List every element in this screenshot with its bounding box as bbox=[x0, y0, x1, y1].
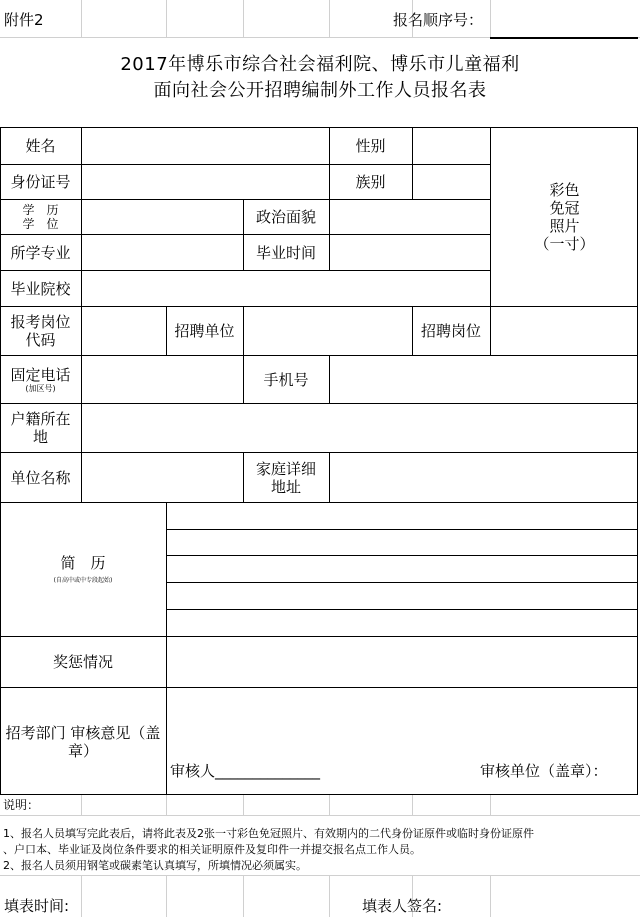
attachment-label: 附件2 bbox=[4, 11, 44, 29]
resume-row-5[interactable] bbox=[167, 610, 638, 636]
label-ethnicity: 族别 bbox=[355, 173, 386, 191]
notes-line-1: 1、报名人员填写完此表后，请将此表及2张一寸彩色免冠照片、有效期内的二代身份证原件或临时身份证原件 bbox=[3, 827, 534, 840]
label-landline-2: (加区号) bbox=[25, 383, 56, 393]
hiring-position-field[interactable] bbox=[491, 307, 638, 355]
spreadsheet-grid bbox=[0, 0, 640, 38]
label-home-address bbox=[243, 453, 329, 502]
title-line-2: 面向社会公开招聘编制外工作人员报名表 bbox=[153, 80, 487, 101]
photo-label-1: 彩色 bbox=[549, 181, 580, 199]
label-landline-1: 固定电话 bbox=[10, 365, 71, 384]
ethnicity-field[interactable] bbox=[413, 165, 490, 199]
major-field[interactable] bbox=[82, 235, 243, 270]
name-field[interactable] bbox=[82, 128, 329, 164]
political-field[interactable] bbox=[330, 200, 490, 234]
review-unit-label: 审核单位（盖章）： bbox=[480, 762, 608, 780]
resume-row-2[interactable] bbox=[167, 530, 638, 555]
notes-line-2: 、户口本、毕业证及岗位条件要求的相关证明原件及复印件一并提交报名点工作人员。 bbox=[3, 843, 421, 856]
sequence-number-field[interactable] bbox=[490, 37, 638, 39]
signature-label: 填表人签名: bbox=[362, 897, 443, 915]
label-political: 政治面貌 bbox=[255, 208, 316, 226]
label-review-2: 章） bbox=[67, 741, 98, 760]
label-school: 毕业院校 bbox=[10, 279, 71, 298]
label-gender: 性别 bbox=[355, 137, 386, 155]
resume-row-3[interactable] bbox=[167, 556, 638, 582]
label-hiring-unit: 招聘单位 bbox=[174, 322, 235, 340]
label-major: 所学专业 bbox=[10, 243, 71, 262]
label-household-1: 户籍所在 bbox=[10, 410, 71, 428]
photo-placeholder[interactable] bbox=[491, 128, 638, 306]
mobile-field[interactable] bbox=[330, 356, 638, 403]
landline-field[interactable] bbox=[82, 356, 243, 403]
label-graduation-time: 毕业时间 bbox=[255, 243, 316, 262]
label-resume-note: (自高中或中专段起始) bbox=[53, 577, 113, 584]
photo-label-2: 免冠 bbox=[549, 199, 580, 217]
notes-line-3: 2、报名人员须用钢笔或碳素笔认真填写，所填情况必须属实。 bbox=[3, 859, 307, 872]
label-position-code bbox=[0, 307, 81, 355]
notes-title: 说明： bbox=[3, 798, 40, 812]
label-mobile: 手机号 bbox=[263, 370, 309, 389]
label-work-unit: 单位名称 bbox=[10, 468, 71, 487]
hiring-unit-field[interactable] bbox=[244, 307, 412, 355]
position-code-field[interactable] bbox=[82, 307, 166, 355]
label-education-1: 学 历 bbox=[22, 203, 59, 217]
label-hiring-position: 招聘岗位 bbox=[420, 322, 481, 340]
graduation-time-field[interactable] bbox=[330, 235, 490, 270]
label-home-address-2: 地址 bbox=[270, 477, 301, 496]
resume-row-1[interactable] bbox=[167, 503, 638, 529]
label-education-2: 学 位 bbox=[22, 217, 59, 231]
label-education bbox=[0, 200, 81, 234]
label-position-code-2: 代码 bbox=[25, 331, 56, 349]
form-title bbox=[0, 52, 640, 104]
label-resume-title: 简 历 bbox=[60, 554, 106, 572]
home-address-field[interactable] bbox=[330, 453, 638, 502]
label-review-1: 招考部门 审核意见（盖 bbox=[5, 723, 161, 742]
label-home-address-1: 家庭详细 bbox=[255, 459, 316, 478]
label-id-number: 身份证号 bbox=[10, 173, 71, 191]
label-household bbox=[0, 404, 81, 452]
gender-field[interactable] bbox=[413, 128, 490, 164]
label-position-code-1: 报考岗位 bbox=[10, 313, 71, 331]
reviewer-label: 审核人______________ bbox=[170, 762, 321, 780]
education-field[interactable] bbox=[82, 200, 243, 234]
photo-label-3: 照片 bbox=[549, 217, 580, 235]
label-landline bbox=[0, 356, 81, 403]
photo-label-4: （一寸） bbox=[534, 235, 595, 253]
label-rewards: 奖惩情况 bbox=[52, 653, 113, 671]
title-line-1: 2017年博乐市综合社会福利院、博乐市儿童福利 bbox=[120, 54, 520, 75]
work-unit-field[interactable] bbox=[82, 453, 243, 502]
school-field[interactable] bbox=[82, 271, 490, 306]
id-number-field[interactable] bbox=[82, 165, 329, 199]
label-review bbox=[0, 688, 166, 795]
label-name: 姓名 bbox=[25, 137, 56, 155]
household-field[interactable] bbox=[82, 404, 638, 452]
label-household-2: 地 bbox=[32, 428, 48, 446]
resume-row-4[interactable] bbox=[167, 583, 638, 609]
fill-time-label: 填表时间: bbox=[4, 897, 70, 915]
sequence-number-label: 报名顺序号： bbox=[393, 11, 484, 29]
label-resume bbox=[0, 503, 166, 636]
rewards-field[interactable] bbox=[167, 637, 638, 687]
